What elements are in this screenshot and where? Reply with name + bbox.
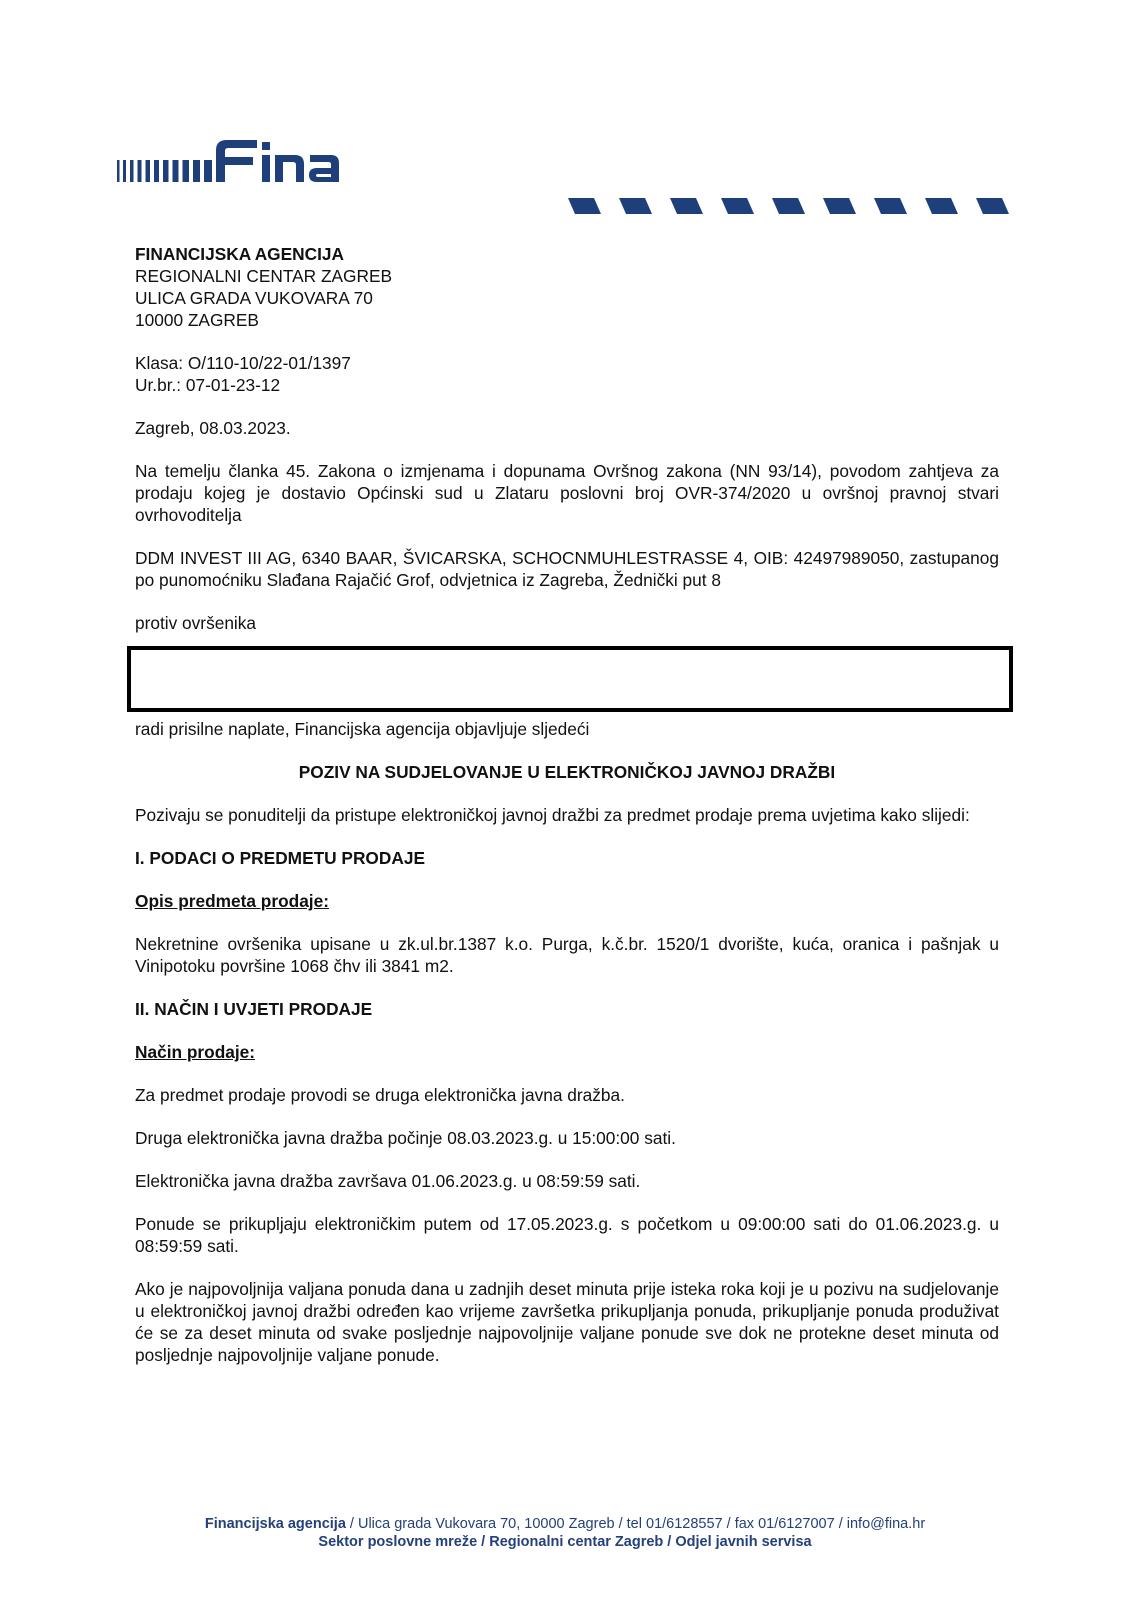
section1-heading: I. PODACI O PREDMETU PRODAJE xyxy=(135,848,425,868)
urbr-ref: Ur.br.: 07-01-23-12 xyxy=(135,375,281,395)
date-line: Zagreb, 08.03.2023. xyxy=(135,418,291,438)
klasa-ref: Klasa: O/110-10/22-01/1397 xyxy=(135,353,351,373)
intro-paragraph: Na temelju članka 45. Zakona o izmjenama i dopunama Ovršnog zakona (NN 93/14), povodom zahtjeva za prodaju kojeg je dostavio Općinski sud u Zlataru poslovni broj OVR-374/2020 u ovršnoj pravnoj stvari ovrhovoditelja xyxy=(135,461,999,525)
footer-contact: / Ulica grada Vukovara 70, 10000 Zagreb / tel 01/6128557 / fax 01/6127007 / info@fina.hr xyxy=(345,1516,926,1532)
section1-subheading: Opis predmeta prodaje: xyxy=(135,891,329,911)
document-body xyxy=(135,243,999,1366)
redacted-debtor-box xyxy=(127,646,1013,712)
footer-line-1 xyxy=(0,1515,1130,1533)
page-footer xyxy=(0,1515,1130,1551)
section2-p5: Ako je najpovoljnija valjana ponuda dana u zadnjih deset minuta prije isteka roka koji je u pozivu na sudjelovanje u elektroničkoj javnoj dražbi određen kao vrijeme završetka prikupljanja ponuda, prikupljanje ponuda produživat će se za deset minuta od svake posljednje najpovoljnije valjane ponude sve dok ne protekne deset minuta od posljednje najpovoljnije valjane ponude. xyxy=(135,1279,999,1365)
city-address: 10000 ZAGREB xyxy=(135,310,259,330)
section2-subheading: Način prodaje: xyxy=(135,1042,256,1062)
section2-heading: II. NAČIN I UVJETI PRODAJE xyxy=(135,999,373,1019)
invite-paragraph: Pozivaju se ponuditelji da pristupe elektroničkoj javnoj dražbi za predmet prodaje prema uvjetima kako slijedi: xyxy=(135,805,970,825)
footer-org: Financijska agencija xyxy=(204,1516,346,1532)
section1-text: Nekretnine ovršenika upisane u zk.ul.br.1387 k.o. Purga, k.č.br. 1520/1 dvorište, kuća, oranica i pašnjak u Vinipotoku površine 1068 čhv ili 3841 m2. xyxy=(135,934,999,976)
decorative-stripes xyxy=(568,198,1028,218)
section2-p3: Elektronička javna dražba završava 01.06.2023.g. u 08:59:59 sati. xyxy=(135,1171,641,1191)
section2-p4: Ponude se prikupljaju elektroničkim putem od 17.05.2023.g. s početkom u 09:00:00 sati do 01.06.2023.g. u 08:59:59 sati. xyxy=(135,1214,999,1256)
fina-logo xyxy=(117,138,357,190)
section2-p1: Za predmet prodaje provodi se druga elektronička javna dražba. xyxy=(135,1085,625,1105)
org-name: FINANCIJSKA AGENCIJA xyxy=(135,244,344,264)
document-title: POZIV NA SUDJELOVANJE U ELEKTRONIČKOJ JAVNOJ DRAŽBI xyxy=(298,762,836,782)
footer-line-2: Sektor poslovne mreže / Regionalni centar Zagreb / Odjel javnih servisa xyxy=(318,1534,812,1550)
creditor-paragraph: DDM INVEST III AG, 6340 BAAR, ŠVICARSKA, SCHOCNMUHLESTRASSE 4, OIB: 42497989050, zastupanog po punomoćniku Slađana Rajačić Grof, odvjetnica iz Zagreba, Žednički put 8 xyxy=(135,548,999,590)
section2-p2: Druga elektronička javna dražba počinje 08.03.2023.g. u 15:00:00 sati. xyxy=(135,1128,676,1148)
announce-line: radi prisilne naplate, Financijska agencija objavljuje sljedeći xyxy=(135,719,590,739)
street-address: ULICA GRADA VUKOVARA 70 xyxy=(135,288,373,308)
against-label: protiv ovršenika xyxy=(135,613,257,633)
regional-center: REGIONALNI CENTAR ZAGREB xyxy=(135,266,393,286)
